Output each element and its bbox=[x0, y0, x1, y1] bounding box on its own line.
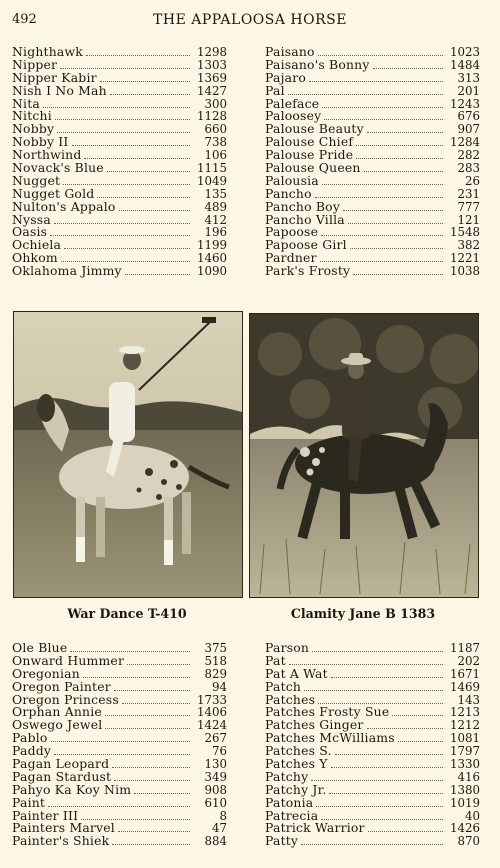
registration-number: 1733 bbox=[196, 692, 227, 707]
horse-name: Patches Y bbox=[265, 756, 328, 772]
horse-name: Patchy bbox=[265, 768, 309, 784]
dot-leader bbox=[289, 664, 443, 665]
horse-name: Paint bbox=[12, 794, 46, 810]
dot-leader bbox=[322, 107, 443, 108]
dot-leader bbox=[54, 754, 190, 755]
horse-name: Park's Frosty bbox=[265, 263, 351, 279]
horse-name: Painters Marvel bbox=[12, 820, 115, 836]
horse-name: Patches S. bbox=[265, 743, 332, 759]
horse-name: Paisano bbox=[265, 44, 315, 59]
horse-name: Palousia bbox=[265, 172, 319, 188]
dot-leader bbox=[321, 819, 443, 820]
dot-leader bbox=[321, 235, 443, 236]
horse-name: Pancho Villa bbox=[265, 211, 345, 227]
horse-name: Papoose bbox=[265, 224, 319, 240]
horse-name: Painter's Shiek bbox=[12, 833, 110, 849]
dot-leader bbox=[364, 171, 443, 172]
dot-leader bbox=[107, 171, 190, 172]
registration-number: 518 bbox=[204, 653, 227, 668]
horse-name: Patrick Warrior bbox=[265, 820, 365, 836]
registration-number: 1187 bbox=[449, 641, 480, 655]
horse-name: Pat bbox=[265, 652, 286, 668]
dot-leader bbox=[309, 81, 443, 82]
registration-number: 1671 bbox=[449, 666, 480, 681]
registration-number: 201 bbox=[457, 83, 480, 98]
horse-name: Nugget Gold bbox=[12, 185, 95, 201]
registration-number: 300 bbox=[204, 96, 227, 111]
dot-leader bbox=[105, 728, 190, 729]
dot-leader bbox=[119, 210, 190, 211]
dot-leader bbox=[48, 806, 190, 807]
registration-number: 1081 bbox=[449, 731, 480, 746]
registration-number: 349 bbox=[204, 769, 227, 784]
registration-number: 1427 bbox=[196, 83, 227, 98]
horse-name: Patches McWilliams bbox=[265, 730, 395, 746]
registration-number: 94 bbox=[211, 679, 227, 694]
index-entry bbox=[12, 835, 227, 848]
horse-name: Painter III bbox=[12, 807, 79, 823]
dot-leader bbox=[316, 806, 443, 807]
dot-leader bbox=[398, 741, 443, 742]
dot-leader bbox=[50, 235, 190, 236]
registration-number: 1128 bbox=[196, 109, 227, 124]
dot-leader bbox=[368, 831, 443, 832]
registration-number: 40 bbox=[464, 808, 480, 823]
dot-leader bbox=[322, 184, 443, 185]
dot-leader bbox=[63, 184, 190, 185]
dot-leader bbox=[329, 793, 443, 794]
dot-leader bbox=[110, 94, 190, 95]
horse-name: Papoose Girl bbox=[265, 237, 347, 253]
dot-leader bbox=[118, 831, 190, 832]
dot-leader bbox=[43, 107, 190, 108]
dot-leader bbox=[127, 664, 190, 665]
horse-name: Nobby bbox=[12, 121, 55, 137]
horse-name: Paisano's Bonny bbox=[265, 56, 370, 72]
index-column-top-right bbox=[265, 46, 480, 278]
dot-leader bbox=[105, 715, 190, 716]
dot-leader bbox=[125, 274, 190, 275]
registration-number: 660 bbox=[204, 122, 227, 137]
registration-number: 47 bbox=[211, 821, 227, 836]
horse-name: Ole Blue bbox=[12, 640, 68, 655]
horse-name: Pablo bbox=[12, 730, 48, 746]
registration-number: 1199 bbox=[196, 238, 227, 253]
registration-number: 1049 bbox=[196, 173, 227, 188]
index-entry bbox=[265, 265, 480, 278]
registration-number: 196 bbox=[204, 225, 227, 240]
registration-number: 130 bbox=[204, 757, 227, 772]
photo-caption-left: War Dance T-410 bbox=[67, 606, 187, 621]
registration-number: 1797 bbox=[449, 744, 480, 759]
dot-leader bbox=[114, 780, 190, 781]
registration-number: 1284 bbox=[449, 135, 480, 150]
dot-leader bbox=[373, 68, 443, 69]
registration-number: 283 bbox=[457, 161, 480, 176]
horse-name: Oregonian bbox=[12, 665, 80, 681]
photo-clamity-jane bbox=[249, 313, 479, 598]
horse-name: Paloosey bbox=[265, 108, 322, 124]
registration-number: 610 bbox=[204, 795, 227, 810]
dot-leader bbox=[72, 145, 191, 146]
dot-leader bbox=[356, 158, 443, 159]
horse-name: Patches bbox=[265, 691, 316, 707]
dot-leader bbox=[57, 132, 190, 133]
horse-name: Orphan Annie bbox=[12, 704, 102, 720]
horse-name: Patty bbox=[265, 833, 299, 849]
dot-leader bbox=[343, 210, 443, 211]
registration-number: 375 bbox=[204, 641, 227, 655]
index-entry bbox=[265, 835, 480, 848]
horse-name: Nish I No Mah bbox=[12, 82, 107, 98]
registration-number: 1212 bbox=[449, 718, 480, 733]
registration-number: 76 bbox=[211, 744, 227, 759]
photo-war-dance-image bbox=[14, 312, 242, 597]
registration-number: 135 bbox=[204, 186, 227, 201]
registration-number: 121 bbox=[457, 212, 480, 227]
dot-leader bbox=[100, 81, 190, 82]
registration-number: 884 bbox=[204, 834, 227, 849]
registration-number: 1426 bbox=[449, 821, 480, 836]
horse-name: Parson bbox=[265, 640, 310, 655]
page-number: 492 bbox=[12, 12, 37, 27]
photo-war-dance bbox=[13, 311, 243, 598]
dot-leader bbox=[60, 68, 190, 69]
index-column-bottom-left bbox=[12, 642, 227, 848]
horse-name: Oregon Princess bbox=[12, 691, 119, 707]
dot-leader bbox=[318, 55, 443, 56]
registration-number: 489 bbox=[204, 199, 227, 214]
horse-name: Oregon Painter bbox=[12, 678, 111, 694]
horse-name: Onward Hummer bbox=[12, 652, 125, 668]
registration-number: 1330 bbox=[449, 757, 480, 772]
dot-leader bbox=[61, 261, 190, 262]
photo-clamity-jane-image bbox=[250, 314, 478, 597]
dot-leader bbox=[86, 55, 190, 56]
horse-name: Oasis bbox=[12, 224, 48, 240]
registration-number: 1038 bbox=[449, 264, 480, 279]
index-entry bbox=[12, 82, 227, 98]
registration-number: 908 bbox=[204, 782, 227, 797]
registration-number: 382 bbox=[457, 238, 480, 253]
dot-leader bbox=[320, 261, 443, 262]
index-entry bbox=[265, 642, 480, 655]
registration-number: 1090 bbox=[196, 264, 227, 279]
horse-name: Oklahoma Jimmy bbox=[12, 263, 122, 279]
registration-number: 1213 bbox=[449, 705, 480, 720]
horse-name: Palouse Queen bbox=[265, 160, 361, 176]
registration-number: 1460 bbox=[196, 251, 227, 266]
dot-leader bbox=[84, 158, 190, 159]
registration-number: 8 bbox=[219, 808, 227, 823]
horse-name: Nitchi bbox=[12, 108, 52, 124]
dot-leader bbox=[331, 767, 443, 768]
registration-number: 1406 bbox=[196, 705, 227, 720]
registration-number: 143 bbox=[457, 692, 480, 707]
index-entry bbox=[12, 265, 227, 278]
dot-leader bbox=[353, 274, 443, 275]
registration-number: 26 bbox=[464, 173, 480, 188]
registration-number: 282 bbox=[457, 148, 480, 163]
horse-name: Pancho bbox=[265, 185, 312, 201]
dot-leader bbox=[51, 741, 190, 742]
dot-leader bbox=[114, 690, 190, 691]
horse-name: Patches Frosty Sue bbox=[265, 704, 390, 720]
dot-leader bbox=[70, 651, 190, 652]
horse-name: Nobby II bbox=[12, 134, 69, 150]
horse-name: Pal bbox=[265, 82, 285, 98]
index-column-top-left bbox=[12, 46, 227, 278]
dot-leader bbox=[356, 145, 443, 146]
horse-name: Nipper bbox=[12, 56, 58, 72]
registration-number: 738 bbox=[204, 135, 227, 150]
running-title: THE APPALOOSA HORSE bbox=[153, 12, 347, 28]
horse-name: Palouse Beauty bbox=[265, 121, 364, 137]
horse-name: Nipper Kabir bbox=[12, 69, 97, 85]
dot-leader bbox=[324, 119, 443, 120]
horse-name: Palouse Chief bbox=[265, 134, 354, 150]
dot-leader bbox=[311, 780, 443, 781]
registration-number: 1221 bbox=[449, 251, 480, 266]
registration-number: 1115 bbox=[196, 161, 227, 176]
horse-name: Nighthawk bbox=[12, 44, 83, 59]
registration-number: 676 bbox=[457, 109, 480, 124]
dot-leader bbox=[122, 703, 190, 704]
horse-name: Pagan Stardust bbox=[12, 768, 112, 784]
horse-name: Oswego Jewel bbox=[12, 717, 103, 733]
dot-leader bbox=[367, 132, 443, 133]
horse-name: Nulton's Appalo bbox=[12, 198, 116, 214]
registration-number: 1469 bbox=[449, 679, 480, 694]
registration-number: 1023 bbox=[449, 45, 480, 59]
registration-number: 1548 bbox=[449, 225, 480, 240]
horse-name: Nita bbox=[12, 95, 40, 111]
registration-number: 412 bbox=[204, 212, 227, 227]
registration-number: 313 bbox=[457, 70, 480, 85]
dot-leader bbox=[301, 844, 443, 845]
horse-name: Patrecia bbox=[265, 807, 319, 823]
registration-number: 416 bbox=[457, 769, 480, 784]
dot-leader bbox=[312, 651, 443, 652]
registration-number: 231 bbox=[457, 186, 480, 201]
horse-name: Paleface bbox=[265, 95, 320, 111]
horse-name: Pagan Leopard bbox=[12, 756, 110, 772]
photo-caption-right: Clamity Jane B 1383 bbox=[290, 606, 436, 621]
horse-name: Nugget bbox=[12, 172, 61, 188]
horse-name: Patonia bbox=[265, 794, 314, 810]
dot-leader bbox=[392, 715, 443, 716]
index-column-bottom-right bbox=[265, 642, 480, 848]
horse-name: Novack's Blue bbox=[12, 160, 104, 176]
horse-name: Palouse Pride bbox=[265, 147, 354, 163]
dot-leader bbox=[331, 677, 443, 678]
horse-name: Ochiela bbox=[12, 237, 62, 253]
dot-leader bbox=[134, 793, 190, 794]
dot-leader bbox=[348, 223, 443, 224]
registration-number: 1019 bbox=[449, 795, 480, 810]
dot-leader bbox=[112, 767, 190, 768]
registration-number: 1369 bbox=[196, 70, 227, 85]
registration-number: 106 bbox=[204, 148, 227, 163]
horse-name: Patch bbox=[265, 678, 302, 694]
dot-leader bbox=[55, 119, 190, 120]
horse-name: Northwind bbox=[12, 147, 82, 163]
horse-name: Nyssa bbox=[12, 211, 51, 227]
registration-number: 1424 bbox=[196, 718, 227, 733]
registration-number: 1243 bbox=[449, 96, 480, 111]
registration-number: 202 bbox=[457, 653, 480, 668]
dot-leader bbox=[335, 754, 443, 755]
dot-leader bbox=[54, 223, 190, 224]
registration-number: 829 bbox=[204, 666, 227, 681]
dot-leader bbox=[83, 677, 190, 678]
registration-number: 1380 bbox=[449, 782, 480, 797]
horse-name: Patchy Jr. bbox=[265, 781, 327, 797]
dot-leader bbox=[304, 690, 443, 691]
dot-leader bbox=[64, 248, 190, 249]
dot-leader bbox=[318, 703, 443, 704]
registration-number: 267 bbox=[204, 731, 227, 746]
registration-number: 1303 bbox=[196, 57, 227, 72]
horse-name: Pardner bbox=[265, 250, 317, 266]
horse-name: Ohkom bbox=[12, 250, 58, 266]
horse-name: Patches Ginger bbox=[265, 717, 364, 733]
dot-leader bbox=[288, 94, 443, 95]
dot-leader bbox=[97, 197, 190, 198]
registration-number: 870 bbox=[457, 834, 480, 849]
dot-leader bbox=[350, 248, 443, 249]
index-entry bbox=[265, 69, 480, 85]
registration-number: 907 bbox=[457, 122, 480, 137]
horse-name: Pancho Boy bbox=[265, 198, 341, 214]
dot-leader bbox=[81, 819, 190, 820]
horse-name: Paddy bbox=[12, 743, 52, 759]
page-header bbox=[12, 12, 488, 32]
registration-number: 1484 bbox=[449, 57, 480, 72]
dot-leader bbox=[367, 728, 443, 729]
registration-number: 777 bbox=[457, 199, 480, 214]
horse-name: Pajaro bbox=[265, 69, 306, 85]
horse-name: Pahyo Ka Koy Nim bbox=[12, 781, 132, 797]
dot-leader bbox=[315, 197, 443, 198]
registration-number: 1298 bbox=[196, 45, 227, 59]
dot-leader bbox=[112, 844, 190, 845]
horse-name: Pat A Wat bbox=[265, 665, 328, 681]
